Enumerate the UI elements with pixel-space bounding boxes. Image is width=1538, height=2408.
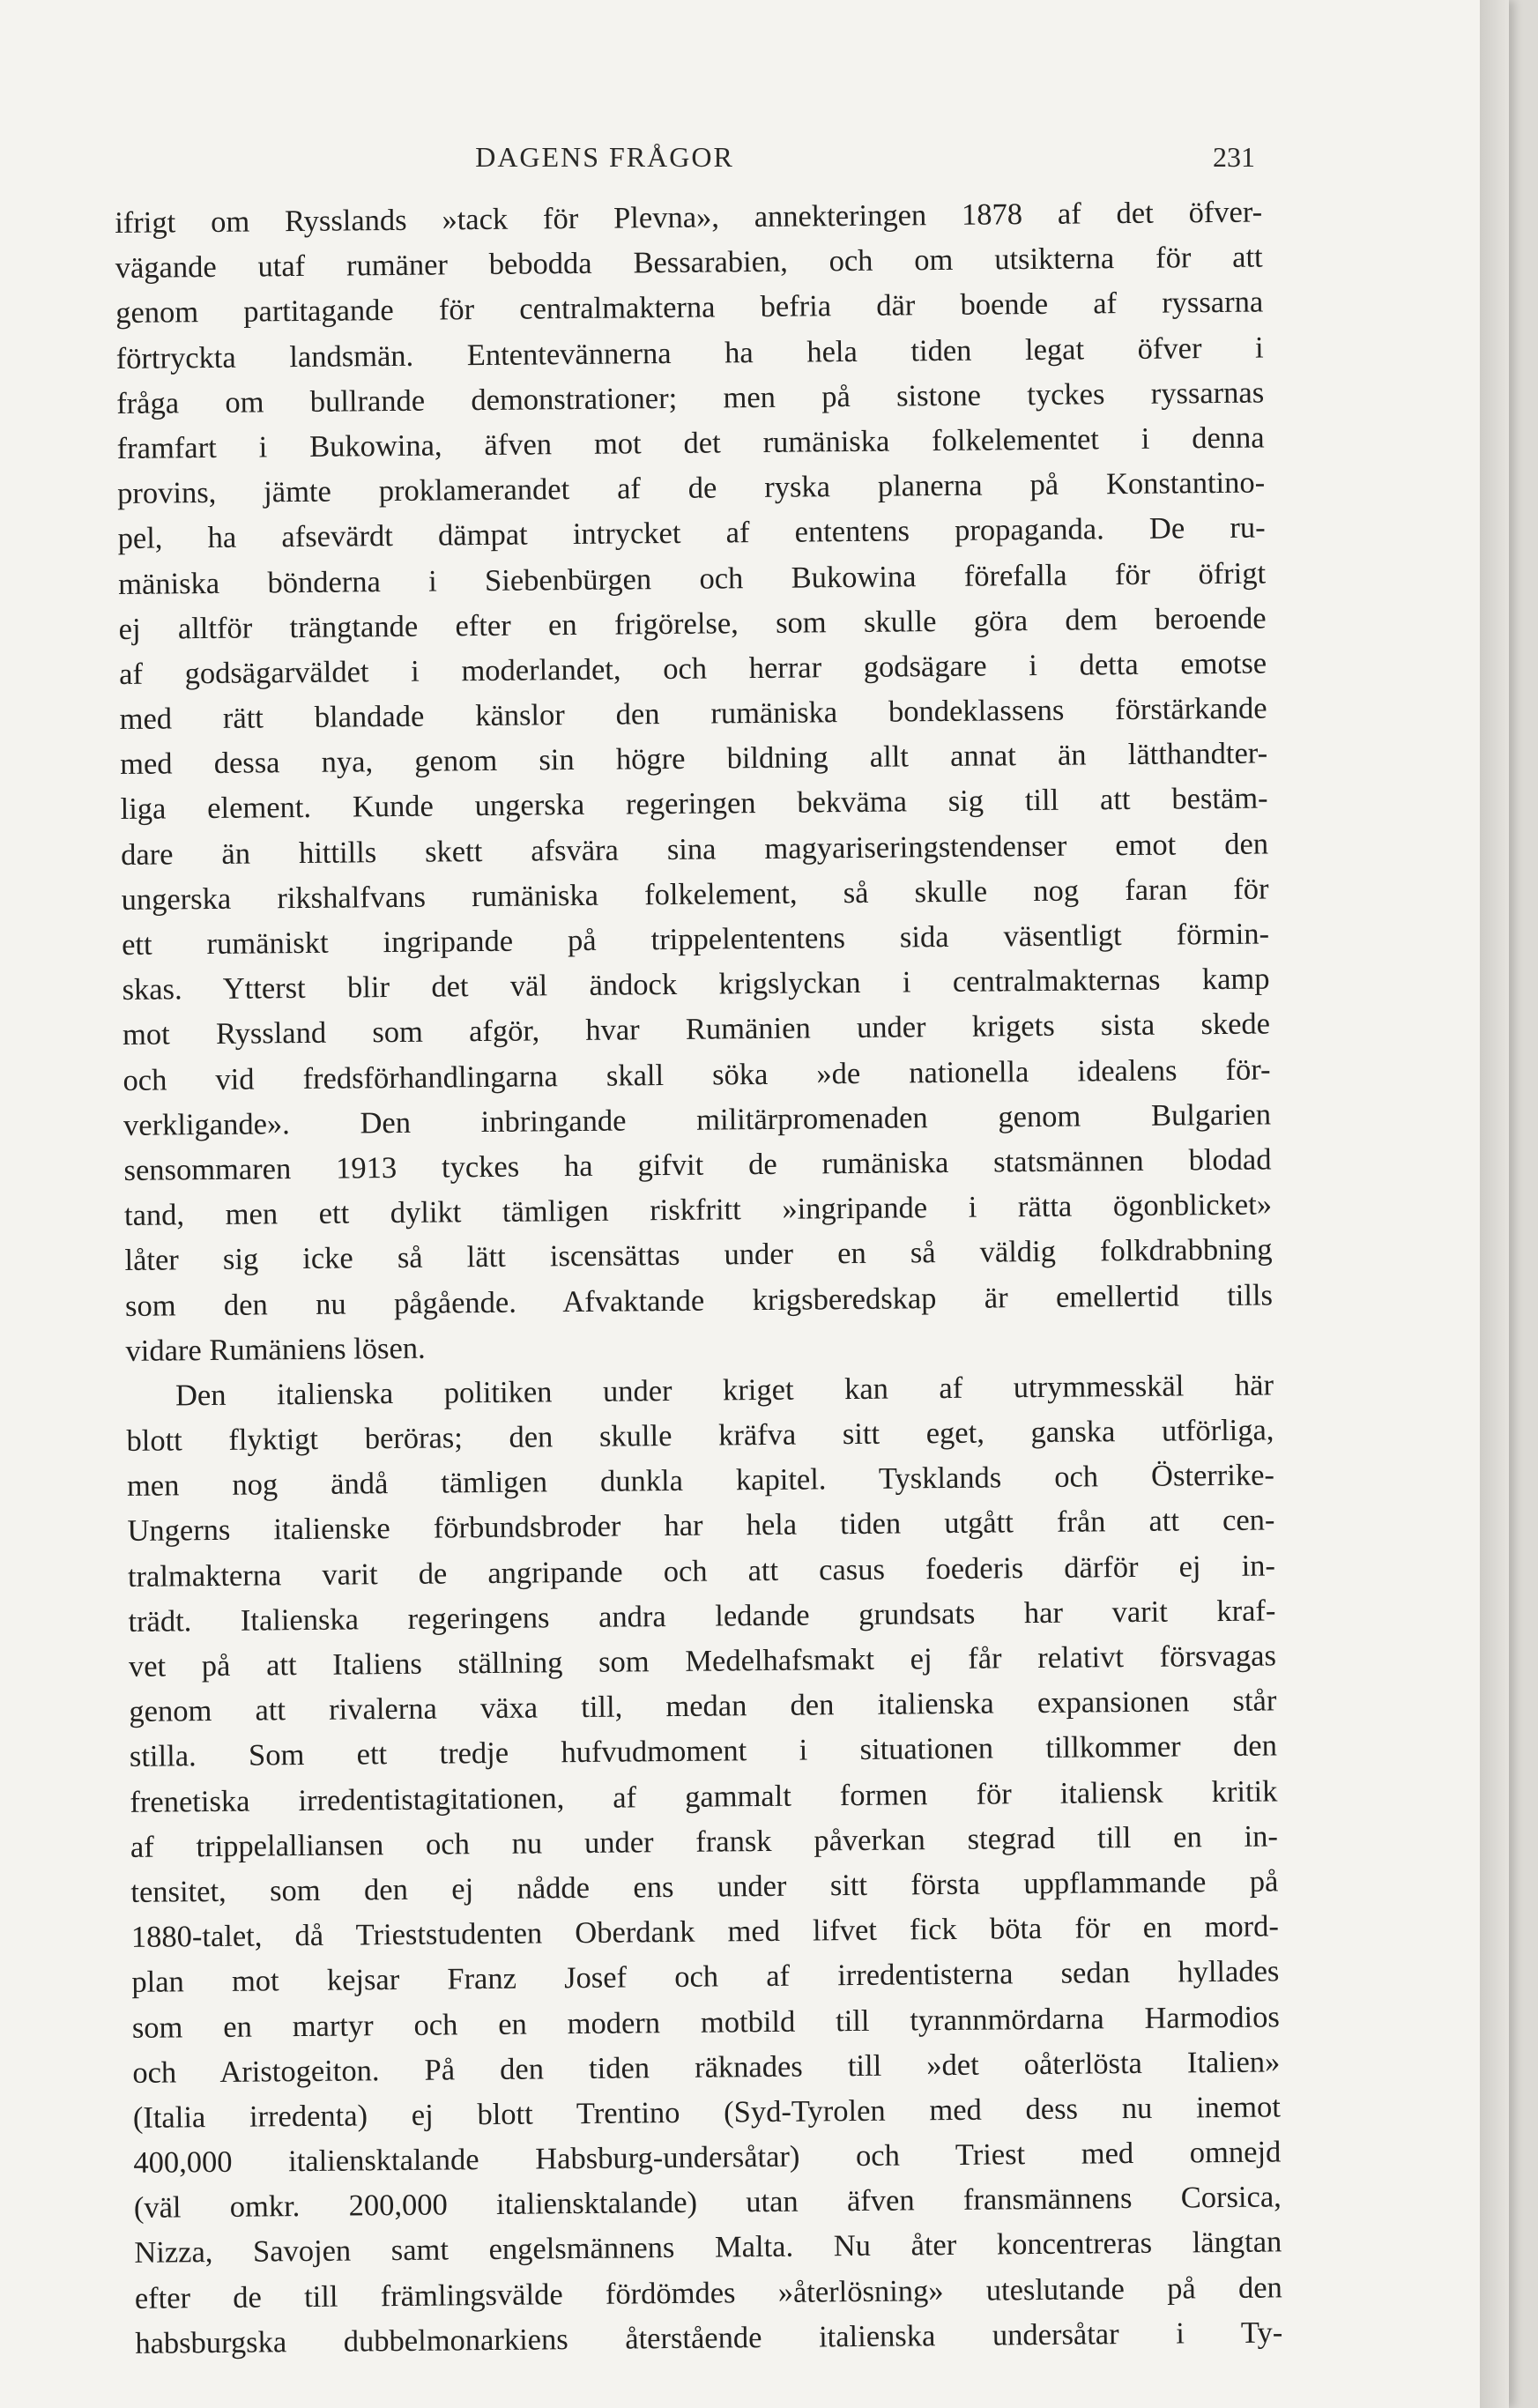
text-line: sensommaren 1913 tyckes ha gifvit de rumäniska statsmännen blodad [123, 1142, 1272, 1187]
text-line: plan mot kejsar Franz Josef och af irredentisterna sedan hyllades [131, 1954, 1280, 2000]
text-line: ett rumäniskt ingripande på trippelententens sida väsentligt förmin- [121, 917, 1270, 962]
text-line: vet på att Italiens ställning som Medelhafsmakt ej får relativt försvagas [128, 1639, 1277, 1683]
text-line: mot Ryssland som afgör, hvar Rumänien under krigets sista skede [122, 1007, 1271, 1052]
text-line: 1880-talet, då Trieststudenten Oberdank med lifvet fick böta för en mord- [130, 1909, 1280, 1955]
text-line: men nog ändå tämligen dunkla kapitel. Tysklands och Österrike- [126, 1458, 1275, 1504]
text-line: 400,000 italiensktalande Habsburg-undersåtar) och Triest med omnejd [133, 2135, 1282, 2180]
text-line: (väl omkr. 200,000 italiensktalande) utan äfven fransmännens Corsica, [133, 2180, 1282, 2226]
text-line: habsburgska dubbelmonarkiens återstående italienska undersåtar i Ty- [135, 2315, 1283, 2360]
text-line: tand, men ett dylikt tämligen riskfritt »ingripande i rätta ögonblicket» [123, 1187, 1273, 1233]
text-line: Ungerns italienske förbundsbroder har hela tiden utgått från att cen- [127, 1503, 1275, 1549]
text-line: tralmakterna varit de angripande och att casus foederis därför ej in- [127, 1549, 1276, 1594]
text-line: skas. Ytterst blir det väl ändock krigslyckan i centralmakternas kamp [122, 962, 1270, 1007]
text-line: dare än hittills skett afsvära sina magyariseringstendenser emot den [120, 827, 1269, 872]
text-line: liga element. Kunde ungerska regeringen bekväma sig till att bestäm- [120, 781, 1268, 827]
text-line: stilla. Som ett tredje hufvudmoment i situationen tillkommer den [129, 1728, 1278, 1774]
text-line: efter de till främlingsvälde fördömdes »återlösning» uteslutande på den [134, 2271, 1282, 2315]
text-line: genom partitagande för centralmakterna befria där boende af ryssarna [115, 285, 1264, 331]
text-line: vägande utaf rumäner bebodda Bessarabien, och om utsikterna för att [115, 240, 1263, 286]
text-line: verkligande». Den inbringande militärpromenaden genom Bulgarien [123, 1097, 1272, 1142]
text-line: vidare Rumäniens lösen. [125, 1331, 426, 1368]
text-line: mäniska bönderna i Siebenbürgen och Bukowina förefalla för öfrigt [117, 555, 1267, 601]
paragraph-1 [115, 190, 1274, 1374]
text-line: med dessa nya, genom sin högre bildning allt annat än lätthandter- [119, 736, 1268, 782]
body-text [115, 190, 1283, 2367]
page-edge [1480, 0, 1509, 2408]
text-line: låter sig icke så lätt iscensättas under en så väldig folkdrabbning [124, 1232, 1273, 1278]
text-line: af godsägarväldet i moderlandet, och herrar godsägare i detta emotse [118, 646, 1267, 691]
text-line: och vid fredsförhandlingarna skall söka »de nationella idealens för- [123, 1052, 1271, 1097]
text-line: pel, ha afsevärdt dämpat intrycket af ententens propaganda. De ru- [117, 510, 1266, 556]
text-line: Den italienska politiken under kriget kan af utrymmesskäl här [175, 1368, 1274, 1413]
running-head [0, 141, 1509, 185]
text-line: provins, jämte proklamerandet af de ryska planerna på Konstantino- [117, 465, 1266, 511]
text-line: som en martyr och en modern motbild till tyrannmördarna Harmodios [131, 1999, 1281, 2045]
text-line: blott flyktigt beröras; den skulle kräfva sitt eget, ganska utförliga, [126, 1413, 1274, 1458]
page-number: 231 [1213, 141, 1255, 173]
paragraph-2 [126, 1363, 1283, 2367]
text-line: med rätt blandade känslor den rumäniska bondeklassens förstärkande [119, 691, 1267, 737]
text-line: och Aristogeiton. På den tiden räknades till »det oåterlösta Italien» [132, 2045, 1281, 2090]
text-line: ifrigt om Rysslands »tack för Plevna», annekteringen 1878 af det öfver- [115, 195, 1263, 240]
text-line: förtryckta landsmän. Ententevännerna ha hela tiden legat öfver i [115, 331, 1264, 375]
text-line: framfart i Bukowina, äfven mot det rumäniska folkelementet i denna [116, 420, 1265, 465]
text-line: ej alltför trängtande efter en frigörelse, som skulle göra dem beroende [118, 601, 1267, 646]
text-line: Nizza, Savojen samt engelsmännens Malta. Nu åter koncentreras längtan [134, 2225, 1282, 2271]
text-line: som den nu pågående. Afvaktande krigsberedskap är emellertid tills [124, 1277, 1274, 1323]
text-line: af trippelalliansen och nu under fransk påverkan stegrad till en in- [130, 1819, 1279, 1864]
text-line: fråga om bullrande demonstrationer; men på sistone tyckes ryssarnas [116, 375, 1265, 420]
text-line: ungerska rikshalfvans rumäniska folkelement, så skulle nog faran för [121, 872, 1269, 917]
text-line: genom att rivalerna växa till, medan den italienska expansionen står [129, 1683, 1277, 1729]
text-line: (Italia irredenta) ej blott Trentino (Syd-Tyrolen med dess nu inemot [132, 2090, 1281, 2135]
text-line: frenetiska irredentistagitationen, af gammalt formen för italiensk kritik [130, 1773, 1278, 1819]
text-line: tensitet, som den ej nådde ens under sitt första uppflammande på [130, 1864, 1279, 1909]
running-title: DAGENS FRÅGOR [475, 141, 734, 173]
text-line: trädt. Italienska regeringens andra ledande grundsats har varit kraf- [128, 1594, 1276, 1639]
